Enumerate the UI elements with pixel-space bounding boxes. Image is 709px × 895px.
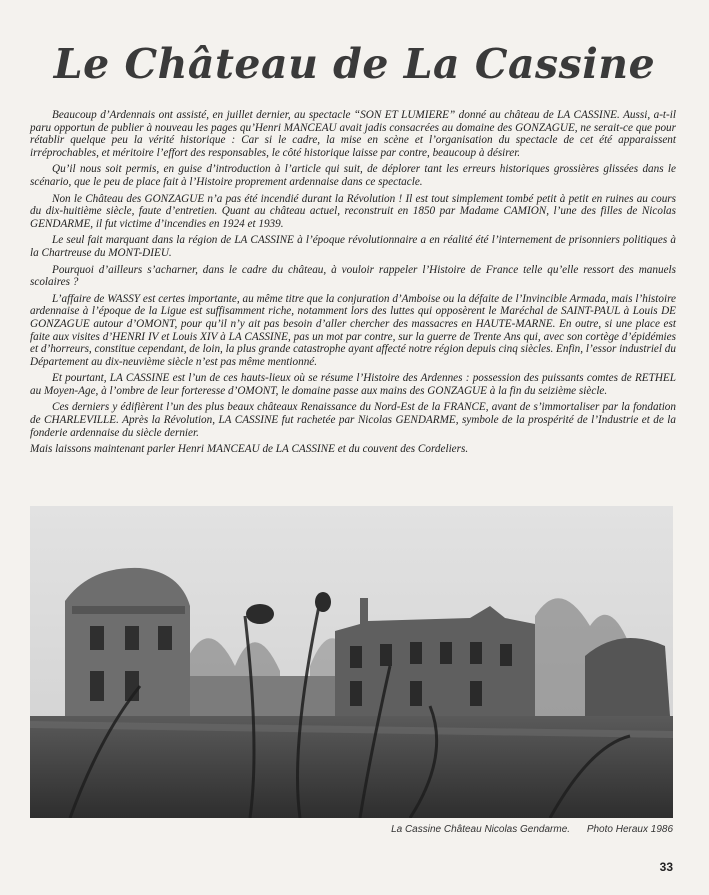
chateau-ruins-illustration bbox=[30, 506, 673, 818]
page-number: 33 bbox=[659, 860, 673, 874]
photo-caption bbox=[0, 824, 673, 835]
article-title: Le Château de La Cassine bbox=[53, 40, 656, 88]
closing-line: Mais laissons maintenant parler Henri MANCEAU de LA CASSINE et du couvent des Cordeliers. bbox=[30, 443, 469, 456]
article-body bbox=[30, 109, 676, 460]
paragraph: L’affaire de WASSY est certes importante, au même titre que la conjuration d’Amboise ou la défaite de l’Invincible Armada, mais l’histoire ardennaise à l’époque de la Ligue est suffisamment riche, notamment lors des luttes qui opposèrent le Maréchal de SAINT-PAUL à Louis DE GONZAGUE autour d’OMONT, pour qu’il n’y ait pas besoin d’aller chercher des massacres en HAUTE-MARNE. En outre, si une place est faite aux visites d’HENRI IV et Louis XIV à LA CASSINE, pas un mot par contre, sur la guerre de Trente Ans qui, avec son cortège d’épidémies et d’horreurs, constitue cependant, de loin, la plus grande catastrophe ayant affecté notre région depuis cinq siècles. Enfin, l’essor industriel du Département au dix-neuvième siècle n’est pas même mentionné. bbox=[30, 292, 676, 368]
paragraph: Et pourtant, LA CASSINE est l’un de ces hauts-lieux où se résume l’Histoire des Ardennes : possession des puissants comtes de RETHEL au Moyen-Age, à l’ombre de leur forteresse d’OMONT, le domaine passe aux mains des GONZAGUE à la fin du seizième siècle. bbox=[30, 372, 676, 397]
photo-credit: Photo Heraux 1986 bbox=[586, 824, 673, 835]
paragraph: Le seul fait marquant dans la région de LA CASSINE à l’époque révolutionnaire a en réalité été l’internement de prisonniers politiques à la Chartreuse du MONT-DIEU. bbox=[30, 234, 676, 259]
chateau-photo bbox=[30, 506, 673, 818]
paragraph: Ces derniers y édifièrent l’un des plus beaux châteaux Renaissance du Nord-Est de la FRANCE, avant de s’immortaliser par la fondation de CHARLEVILLE. Après la Révolution, LA CASSINE fut rachetée par Nicolas GENDARME, symbole de la prospérité de l’Industrie et de la fonderie ardennaise du siècle dernier. bbox=[30, 401, 676, 439]
paragraph: Qu’il nous soit permis, en guise d’introduction à l’article qui suit, de déplorer tant les erreurs historiques grossières glissées dans le scénario, que le peu de place fait à l’Histoire proprement ardennaise dans ce spectacle. bbox=[30, 163, 676, 188]
paragraph: Beaucoup d’Ardennais ont assisté, en juillet dernier, au spectacle “SON ET LUMIERE” donné au château de LA CASSINE. Aussi, a-t-il paru opportun de publier à nouveau les pages qu’Henri MANCEAU avait jadis consacrées au domaine des GONZAGUE, ne serait-ce que pour rétablir quelque peu la vérité historique : Car si le cadre, la mise en scène et l’organisation du spectacle de cet été apparaissent irréprochables, et méritoire l’effort des responsables, le côté historique laisse par contre, beaucoup à désirer. bbox=[30, 109, 676, 159]
paragraph: Non le Château des GONZAGUE n’a pas été incendié durant la Révolution ! Il est tout simplement tombé petit à petit en ruines au cours du dix-huitième siècle, faute d’entretien. Quant au château actuel, reconstruit en 1850 par Madame CAMION, l’une des filles de Nicolas GENDARME, il fut victime d’incendies en 1924 et 1939. bbox=[30, 192, 676, 230]
caption-description: La Cassine Château Nicolas Gendarme. bbox=[391, 824, 571, 835]
paragraph: Pourquoi d’ailleurs s’acharner, dans le cadre du château, à vouloir rappeler l’Histoire de France telle qu’elle ressort des manuels scolaires ? bbox=[30, 263, 676, 289]
